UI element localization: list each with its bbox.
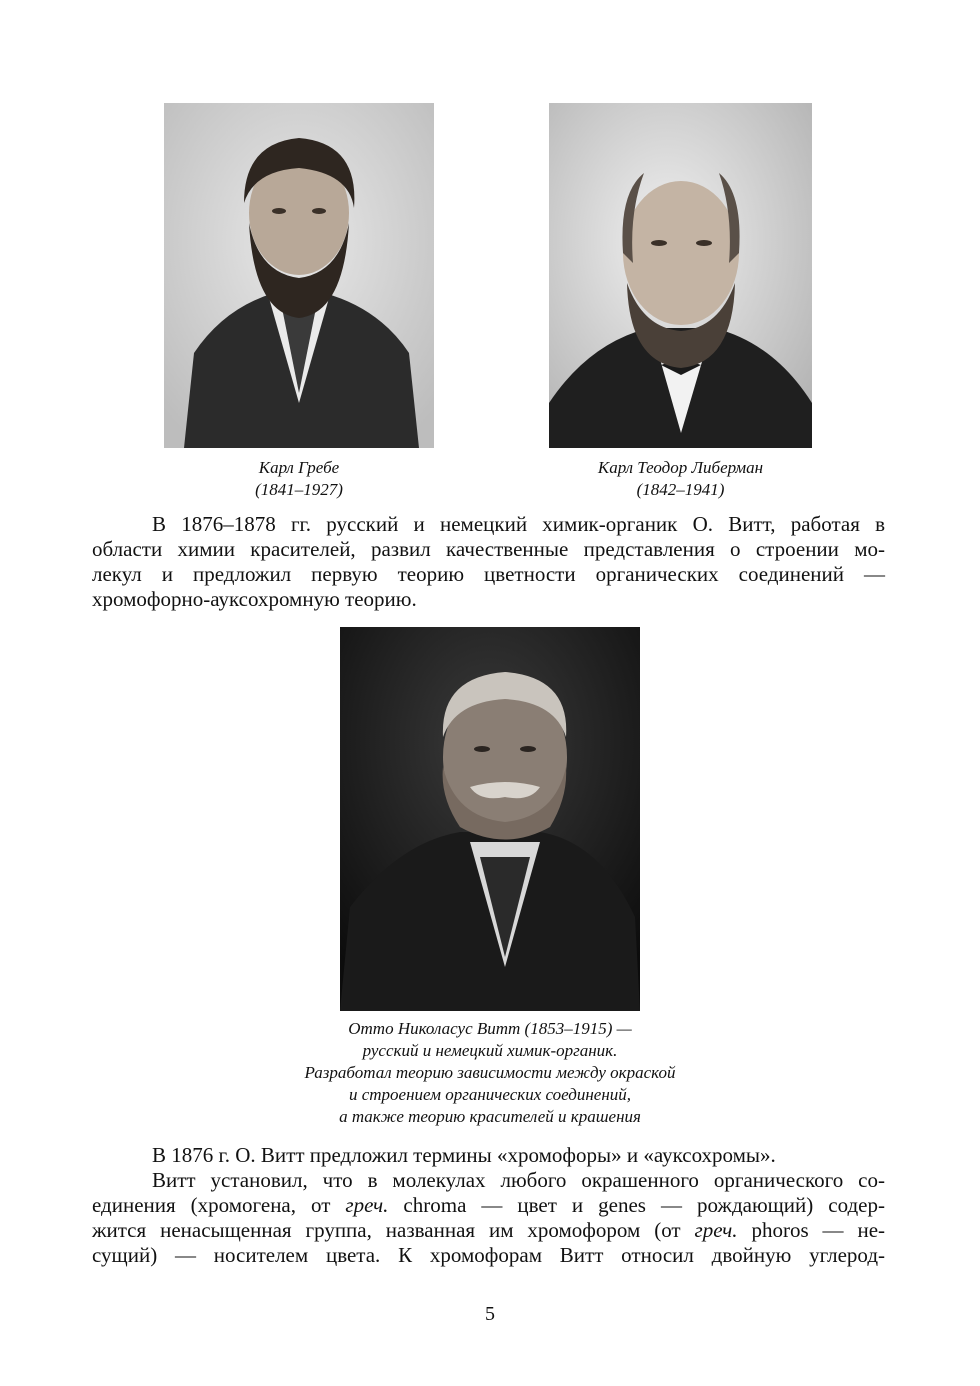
greek-abbr: греч. [345, 1193, 389, 1217]
page-number: 5 [485, 1303, 495, 1325]
paragraph-line: сущий) — носителем цвета. К хромофорам Витт относил двойную углерод- [92, 1243, 885, 1267]
caption-line: Отто Николасус Витт (1853–1915) — [348, 1019, 632, 1038]
portrait-karl-graebe-photo [164, 103, 434, 448]
paragraph-line: В 1876 г. О. Витт предложил термины «хромофоры» и «ауксохромы». [152, 1143, 776, 1167]
caption-years: (1841–1927) [255, 480, 343, 499]
caption-otto-witt [240, 1018, 740, 1128]
paragraph-line: Витт установил, что в молекулах любого окрашенного органического со- [152, 1168, 885, 1192]
text-run: phoros — не- [737, 1218, 886, 1242]
paragraph-line [92, 1193, 885, 1218]
paragraph-line: В 1876–1878 гг. русский и немецкий химик-органик О. Витт, работая в [152, 512, 885, 536]
text-run: chroma — цвет и genes — рождающий) содер- [388, 1193, 885, 1217]
caption-name: Карл Гребе [258, 458, 340, 477]
paragraph-line: области химии красителей, развил качественные представления о строении мо- [92, 537, 885, 561]
caption-line: Разработал теорию зависимости между окраской [304, 1063, 676, 1082]
greek-abbr: греч. [694, 1218, 738, 1242]
paragraph-line: лекул и предложил первую теорию цветности органических соединений — [92, 562, 885, 586]
caption-line: и строением органических соединений, [348, 1085, 632, 1104]
paragraph-line: хромофорно-ауксохромную теорию. [92, 587, 417, 611]
portrait-otto-witt-photo [340, 627, 640, 1011]
caption-karl-graebe [164, 457, 434, 501]
portrait-karl-liebermann-photo [549, 103, 812, 448]
caption-years: (1842–1941) [636, 480, 725, 499]
caption-name: Карл Теодор Либерман [597, 458, 764, 477]
paragraph-line [92, 1218, 885, 1243]
text-run: единения (хромогена, от [92, 1193, 346, 1217]
paragraph-witt-theory [92, 512, 885, 612]
caption-karl-liebermann [549, 457, 812, 501]
caption-line: русский и немецкий химик-органик. [362, 1041, 618, 1060]
caption-line: а также теорию красителей и крашения [339, 1107, 641, 1126]
paragraph-chromophores [92, 1168, 885, 1268]
text-run: жится ненасыщенная группа, названная им хромофором (от [92, 1218, 695, 1242]
paragraph-terms [92, 1143, 885, 1168]
